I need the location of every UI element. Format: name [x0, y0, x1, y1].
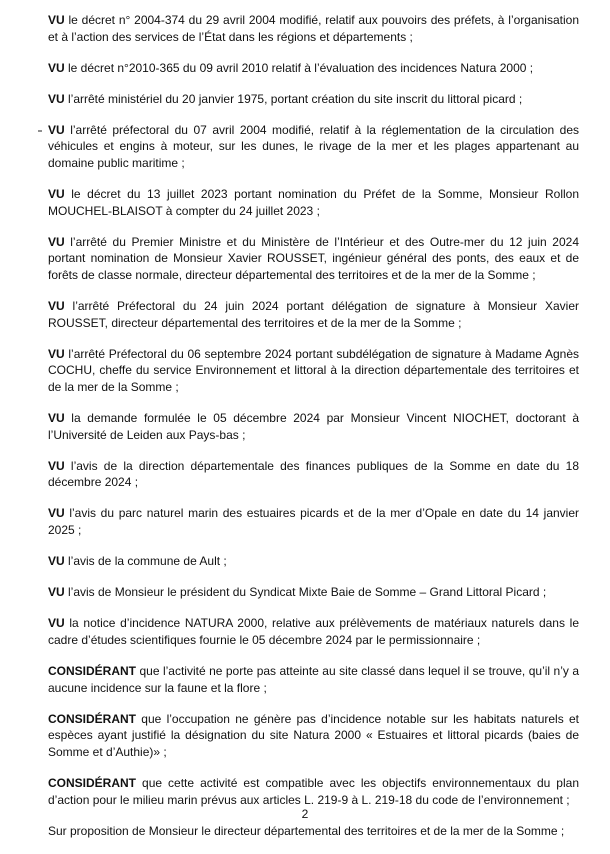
- paragraph-vu-avis-finances: [48, 458, 579, 491]
- paragraph-keyword: VU: [48, 458, 65, 473]
- paragraph-vu-notice-natura: [48, 615, 579, 648]
- paragraph-considerant-site-classe: [48, 663, 579, 696]
- paragraph-considerant-habitats: [48, 711, 579, 761]
- paragraph-text: l’avis de Monsieur le président du Syndicat Mixte Baie de Somme – Grand Littoral Picard ;: [64, 585, 547, 600]
- paragraph-text: l’arrêté Préfectoral du 06 septembre 2024 portant subdélégation de signature à Madame Agnès COCHU, cheffe du service Environnement et littoral à la direction départementale des territoires et de la mer de la Somme ;: [48, 346, 579, 394]
- paragraph-keyword: VU: [48, 616, 65, 631]
- paragraph-keyword: VU: [48, 122, 65, 137]
- paragraph-keyword: VU: [48, 506, 65, 521]
- paragraph-vu-subdelegation-signature: [48, 346, 579, 396]
- paragraph-vu-delegation-signature: [48, 298, 579, 331]
- paragraph-text: l’arrêté préfectoral du 07 avril 2004 modifié, relatif à la réglementation de la circulation des véhicules et engins à moteur, sur les dunes, le rivage de la mer et les plages appartenant au domaine public maritime ;: [48, 122, 579, 171]
- paragraph-keyword: VU: [48, 234, 65, 249]
- page-number: 2: [301, 807, 309, 821]
- paragraph-keyword: VU: [48, 299, 65, 314]
- paragraph-keyword: VU: [48, 187, 65, 202]
- paragraph-vu-avis-syndicat: [48, 584, 579, 601]
- paragraph-vu-decret-2010-365: [48, 60, 579, 77]
- paragraph-text: l’avis du parc naturel marin des estuaires picards et de la mer d’Opale en date du 14 janvier 2025 ;: [48, 506, 579, 538]
- paragraph-text: le décret du 13 juillet 2023 portant nomination du Préfet de la Somme, Monsieur Rollon MOUCHEL-BLAISOT à compter du 24 juillet 2023 ;: [48, 187, 579, 218]
- document-body: [48, 12, 579, 854]
- paragraph-text: Sur proposition de Monsieur le directeur départemental des territoires et de la mer de la Somme ;: [48, 823, 565, 838]
- paragraph-text: l’arrêté ministériel du 20 janvier 1975, portant création du site inscrit du littoral picard ;: [64, 91, 523, 106]
- paragraph-text: l’avis de la commune de Ault ;: [64, 554, 227, 569]
- paragraph-text: que l’occupation ne génère pas d’incidence notable sur les habitats naturels et espèces ayant justifié la désignation du site Natura 2000 « Estuaires et littoral picards (baies de Somme et d’Authie)» ;: [48, 711, 579, 759]
- paragraph-keyword: CONSIDÉRANT: [48, 711, 137, 726]
- paragraph-keyword: VU: [48, 13, 65, 27]
- paragraph-vu-avis-commune: [48, 553, 579, 570]
- paragraph-text: que l’activité ne porte pas atteinte au site classé dans lequel il se trouve, qu’il n’y a aucune incidence sur la faune et la flore ;: [48, 664, 579, 695]
- paragraph-vu-decret-2004-374: [48, 12, 579, 45]
- paragraph-vu-demande: [48, 410, 579, 443]
- paragraph-vu-arrete-1975: [48, 91, 579, 108]
- paragraph-text: l’arrêté du Premier Ministre et du Ministère de l’Intérieur et des Outre-mer du 12 juin 2024 portant nomination de Monsieur Xavier ROUSSET, ingénieur général des ponts, des eaux et de forêts de classe normale, directeur départemental des territoires et de la mer de la Somme ;: [48, 234, 579, 283]
- paragraph-keyword: CONSIDÉRANT: [48, 664, 137, 679]
- paragraph-sur-proposition: [48, 823, 579, 840]
- paragraph-text: l’arrêté Préfectoral du 24 juin 2024 portant délégation de signature à Monsieur Xavier ROUSSET, directeur départemental des territoires et de la mer de la Somme ;: [48, 299, 579, 330]
- paragraph-keyword: VU: [48, 91, 65, 106]
- paragraph-text: le décret n°2010-365 du 09 avril 2010 relatif à l’évaluation des incidences Natura 2000 ;: [64, 60, 534, 75]
- paragraph-text: le décret n° 2004-374 du 29 avril 2004 modifié, relatif aux pouvoirs des préfets, à l’organisation et à l’action des services de l’État dans les régions et départements ;: [48, 13, 579, 44]
- paragraph-vu-arrete-2004: [48, 122, 579, 172]
- paragraph-keyword: VU: [48, 411, 65, 426]
- paragraph-vu-avis-parc-marin: [48, 505, 579, 538]
- paragraph-keyword: VU: [48, 60, 65, 75]
- paragraph-keyword: CONSIDÉRANT: [48, 776, 137, 790]
- paragraph-text: la demande formulée le 05 décembre 2024 par Monsieur Vincent NIOCHET, doctorant à l’Université de Leiden aux Pays-bas ;: [48, 411, 579, 442]
- paragraph-considerant-objectifs: [48, 775, 579, 808]
- paragraph-keyword: VU: [48, 585, 65, 600]
- paragraph-keyword: VU: [48, 554, 65, 569]
- paragraph-text: l’avis de la direction départementale des finances publiques de la Somme en date du 18 décembre 2024 ;: [48, 458, 579, 490]
- paragraph-text: la notice d’incidence NATURA 2000, relative aux prélèvements de matériaux naturels dans le cadre d’études scientifiques fournie le 05 décembre 2024 par le permissionnaire ;: [48, 616, 579, 647]
- paragraph-vu-arrete-juin-2024: [48, 234, 579, 284]
- scan-artifact: [38, 130, 42, 132]
- paragraph-text: que cette activité est compatible avec les objectifs environnementaux du plan d’action pour le milieu marin prévus aux articles L. 219-9 à L. 219-18 du code de l’environnement ;: [48, 776, 579, 807]
- paragraph-vu-decret-2023: [48, 186, 579, 219]
- paragraph-keyword: VU: [48, 346, 65, 361]
